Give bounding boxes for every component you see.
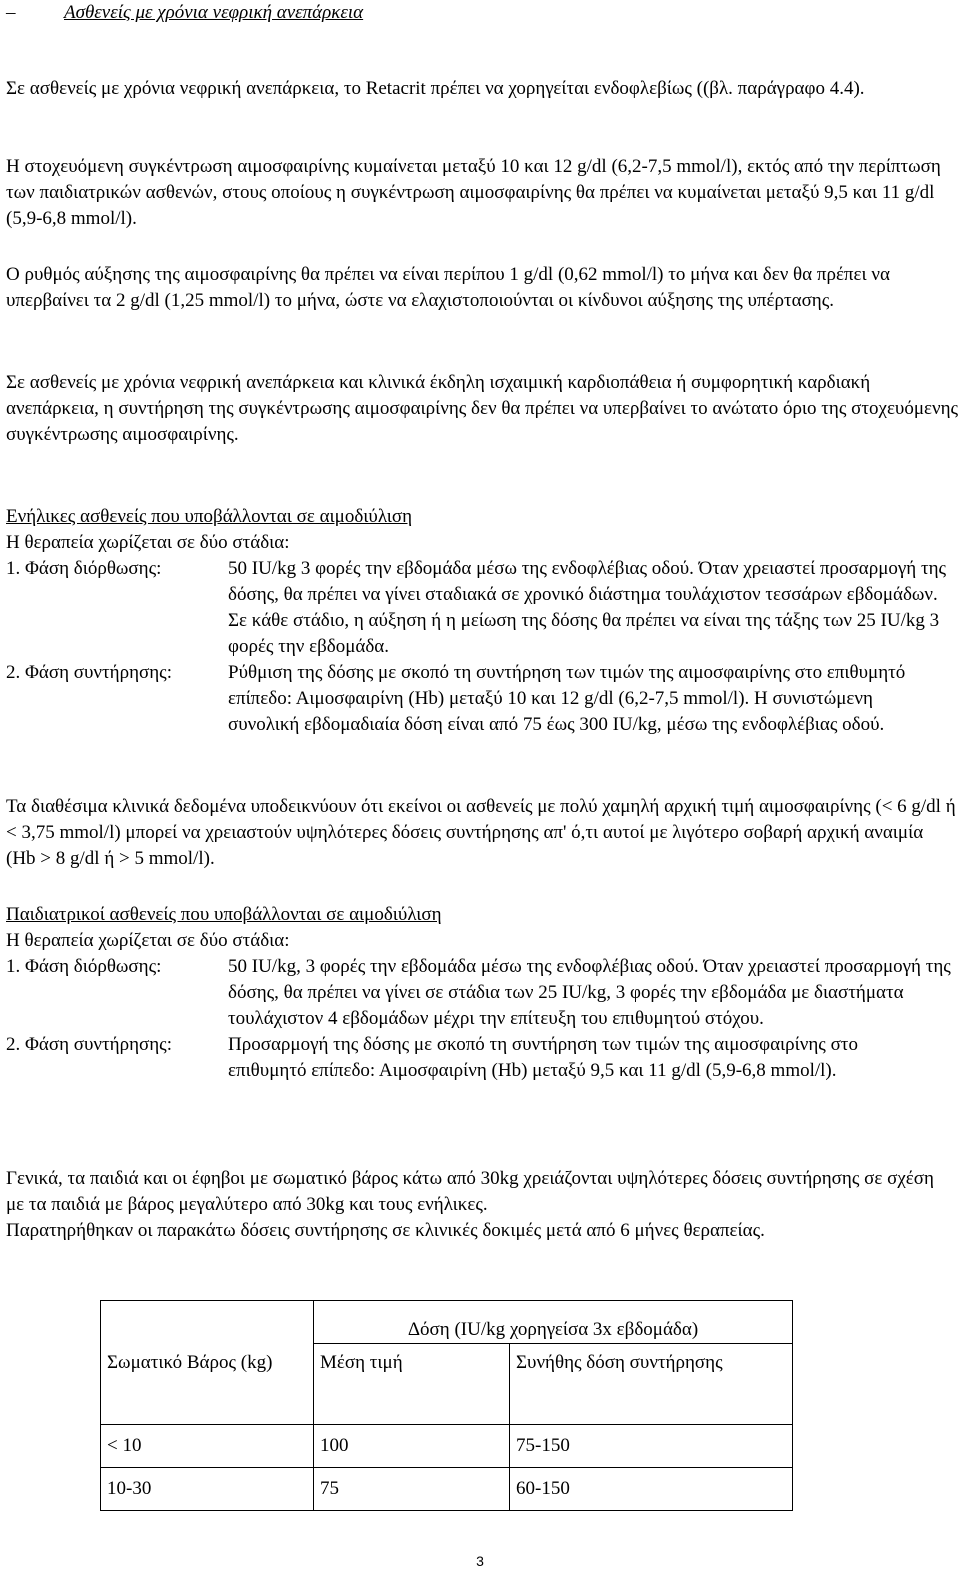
peds-phase2-label: 2. Φάση συντήρησης: bbox=[6, 1034, 172, 1055]
table-cell-usual: 75-150 bbox=[510, 1424, 793, 1467]
peds-section bbox=[6, 902, 956, 1084]
peds-phase1-label: 1. Φάση διόρθωσης: bbox=[6, 956, 162, 977]
table-cell-mean: 75 bbox=[314, 1467, 510, 1510]
adults-phase1-text: 50 IU/kg 3 φορές την εβδομάδα μέσω της ενδοφλέβιας οδού. Όταν χρειαστεί προσαρμογή της δόσης, θα πρέπει να γίνει σταδιακά σε χρονικό διάστημα τουλάχιστον τεσσάρων εβδομάδων. Σε κάθε στάδιο, η αύξηση ή η μείωση της δόσης θα πρέπει να είναι της τάξης των 25 IU/kg 3 φορές την εβδομάδα. bbox=[228, 558, 947, 657]
adults-phase1 bbox=[6, 556, 956, 660]
peds-phase2-text: Προσαρμογή της δόσης με σκοπό τη συντήρηση των τιμών της αιμοσφαιρίνης στο επιθυμητό επίπεδο: Αιμοσφαιρίνη (Hb) μεταξύ 9,5 και 11 g/dl (5,9-6,8 mmol/l). bbox=[228, 1034, 858, 1081]
table-group-header: Δόση (IU/kg χορηγείσα 3x εβδομάδα) bbox=[314, 1301, 793, 1344]
paragraph-children-weight: Γενικά, τα παιδιά και οι έφηβοι με σωματικό βάρος κάτω από 30kg χρειάζονται υψηλότερες δόσεις συντήρησης σε σχέση με τα παιδιά με βάρος μεγαλύτερο από 30kg και τους ενήλικες. bbox=[6, 1168, 934, 1215]
peds-intro: Η θεραπεία χωρίζεται σε δύο στάδια: bbox=[6, 930, 290, 951]
table-header-row-2 bbox=[101, 1344, 793, 1425]
dose-table bbox=[100, 1300, 793, 1511]
peds-heading: Παιδιατρικοί ασθενείς που υποβάλλονται σε αιμοδιύλιση bbox=[6, 904, 442, 925]
adults-intro: Η θεραπεία χωρίζεται σε δύο στάδια: bbox=[6, 532, 290, 553]
table-row bbox=[101, 1467, 793, 1510]
table-cell-usual: 60-150 bbox=[510, 1467, 793, 1510]
paragraph-target-hb: Η στοχευόμενη συγκέντρωση αιμοσφαιρίνης κυμαίνεται μεταξύ 10 και 12 g/dl (6,2-7,5 mmol/l), εκτός από την περίπτωση των παιδιατρικών ασθενών, στους οποίους η συγκέντρωση αιμοσφαιρίνης θα πρέπει να κυμαίνεται μεταξύ 9,5 και 11 g/dl (5,9-6,8 mmol/l). bbox=[6, 156, 941, 229]
table-header-weight: Σωματικό Βάρος (kg) bbox=[101, 1344, 314, 1425]
table-header-empty bbox=[101, 1301, 314, 1344]
adults-phase2-label: 2. Φάση συντήρησης: bbox=[6, 662, 172, 683]
table-cell-mean: 100 bbox=[314, 1424, 510, 1467]
section-bullet bbox=[6, 0, 956, 26]
table-cell-weight: < 10 bbox=[101, 1424, 314, 1467]
paragraph-children-weight-block bbox=[6, 1166, 951, 1244]
table-header-usual: Συνήθης δόση συντήρησης bbox=[510, 1344, 793, 1425]
bullet-dash: – bbox=[6, 2, 16, 23]
paragraph-observed-doses: Παρατηρήθηκαν οι παρακάτω δόσεις συντήρησης σε κλινικές δοκιμές μετά από 6 μήνες θεραπείας. bbox=[6, 1220, 765, 1241]
page-number: 3 bbox=[476, 1553, 484, 1569]
paragraph-route: Σε ασθενείς με χρόνια νεφρική ανεπάρκεια, το Retacrit πρέπει να χορηγείται ενδοφλεβίως ((βλ. παράγραφο 4.4). bbox=[6, 78, 865, 99]
section-title: Ασθενείς με χρόνια νεφρική ανεπάρκεια bbox=[64, 2, 364, 23]
table-cell-weight: 10-30 bbox=[101, 1467, 314, 1510]
adults-section bbox=[6, 504, 956, 738]
table-row bbox=[101, 1424, 793, 1467]
adults-phase2-text: Ρύθμιση της δόσης με σκοπό τη συντήρηση των τιμών της αιμοσφαιρίνης στο επιθυμητό επίπεδο: Αιμοσφαιρίνη (Hb) μεταξύ 10 και 12 g/dl (6,2-7,5 mmol/l). Η συνιστώμενη συνολική εβδομαδιαία δόση είναι από 75 έως 300 IU/kg, μέσω της ενδοφλέβιας οδού. bbox=[228, 662, 906, 735]
table-header-mean: Μέση τιμή bbox=[314, 1344, 510, 1425]
paragraph-low-hb: Τα διαθέσιμα κλινικά δεδομένα υποδεικνύουν ότι εκείνοι οι ασθενείς με πολύ χαμηλή αρχική τιμή αιμοσφαιρίνης (< 6 g/dl ή < 3,75 mmol/l) μπορεί να χρειαστούν υψηλότερες δόσεις συντήρησης απ' ό,τι αυτοί με λιγότερο σοβαρή αρχική αναιμία (Hb > 8 g/dl ή > 5 mmol/l). bbox=[6, 796, 956, 869]
paragraph-rate: Ο ρυθμός αύξησης της αιμοσφαιρίνης θα πρέπει να είναι περίπου 1 g/dl (0,62 mmol/l) το μήνα και δεν θα πρέπει να υπερβαίνει τα 2 g/dl (1,25 mmol/l) το μήνα, ώστε να ελαχιστοποιούνται οι κίνδυνοι αύξησης της υπέρτασης. bbox=[6, 264, 890, 311]
peds-phase1-text: 50 IU/kg, 3 φορές την εβδομάδα μέσω της ενδοφλέβιας οδού. Όταν χρειαστεί προσαρμογή της δόσης, θα πρέπει να γίνει σε στάδια των 25 IU/kg, 3 φορές την εβδομάδα με διαστήματα τουλάχιστον 4 εβδομάδων μέχρι την επίτευξη του επιθυμητού στόχου. bbox=[228, 956, 951, 1029]
adults-phase2 bbox=[6, 660, 956, 738]
peds-phase2 bbox=[6, 1032, 956, 1084]
adults-heading: Ενήλικες ασθενείς που υποβάλλονται σε αιμοδιύλιση bbox=[6, 506, 413, 527]
peds-phase1 bbox=[6, 954, 956, 1032]
table-header-row-1 bbox=[101, 1301, 793, 1344]
paragraph-ischemic: Σε ασθενείς με χρόνια νεφρική ανεπάρκεια και κλινικά έκδηλη ισχαιμική καρδιοπάθεια ή συμφορητική καρδιακή ανεπάρκεια, η συντήρηση της συγκέντρωσης αιμοσφαιρίνης δεν θα πρέπει να υπερβαίνει το ανώτατο όριο της στοχευόμενης συγκέντρωσης αιμοσφαιρίνης. bbox=[6, 372, 959, 445]
adults-phase1-label: 1. Φάση διόρθωσης: bbox=[6, 558, 162, 579]
